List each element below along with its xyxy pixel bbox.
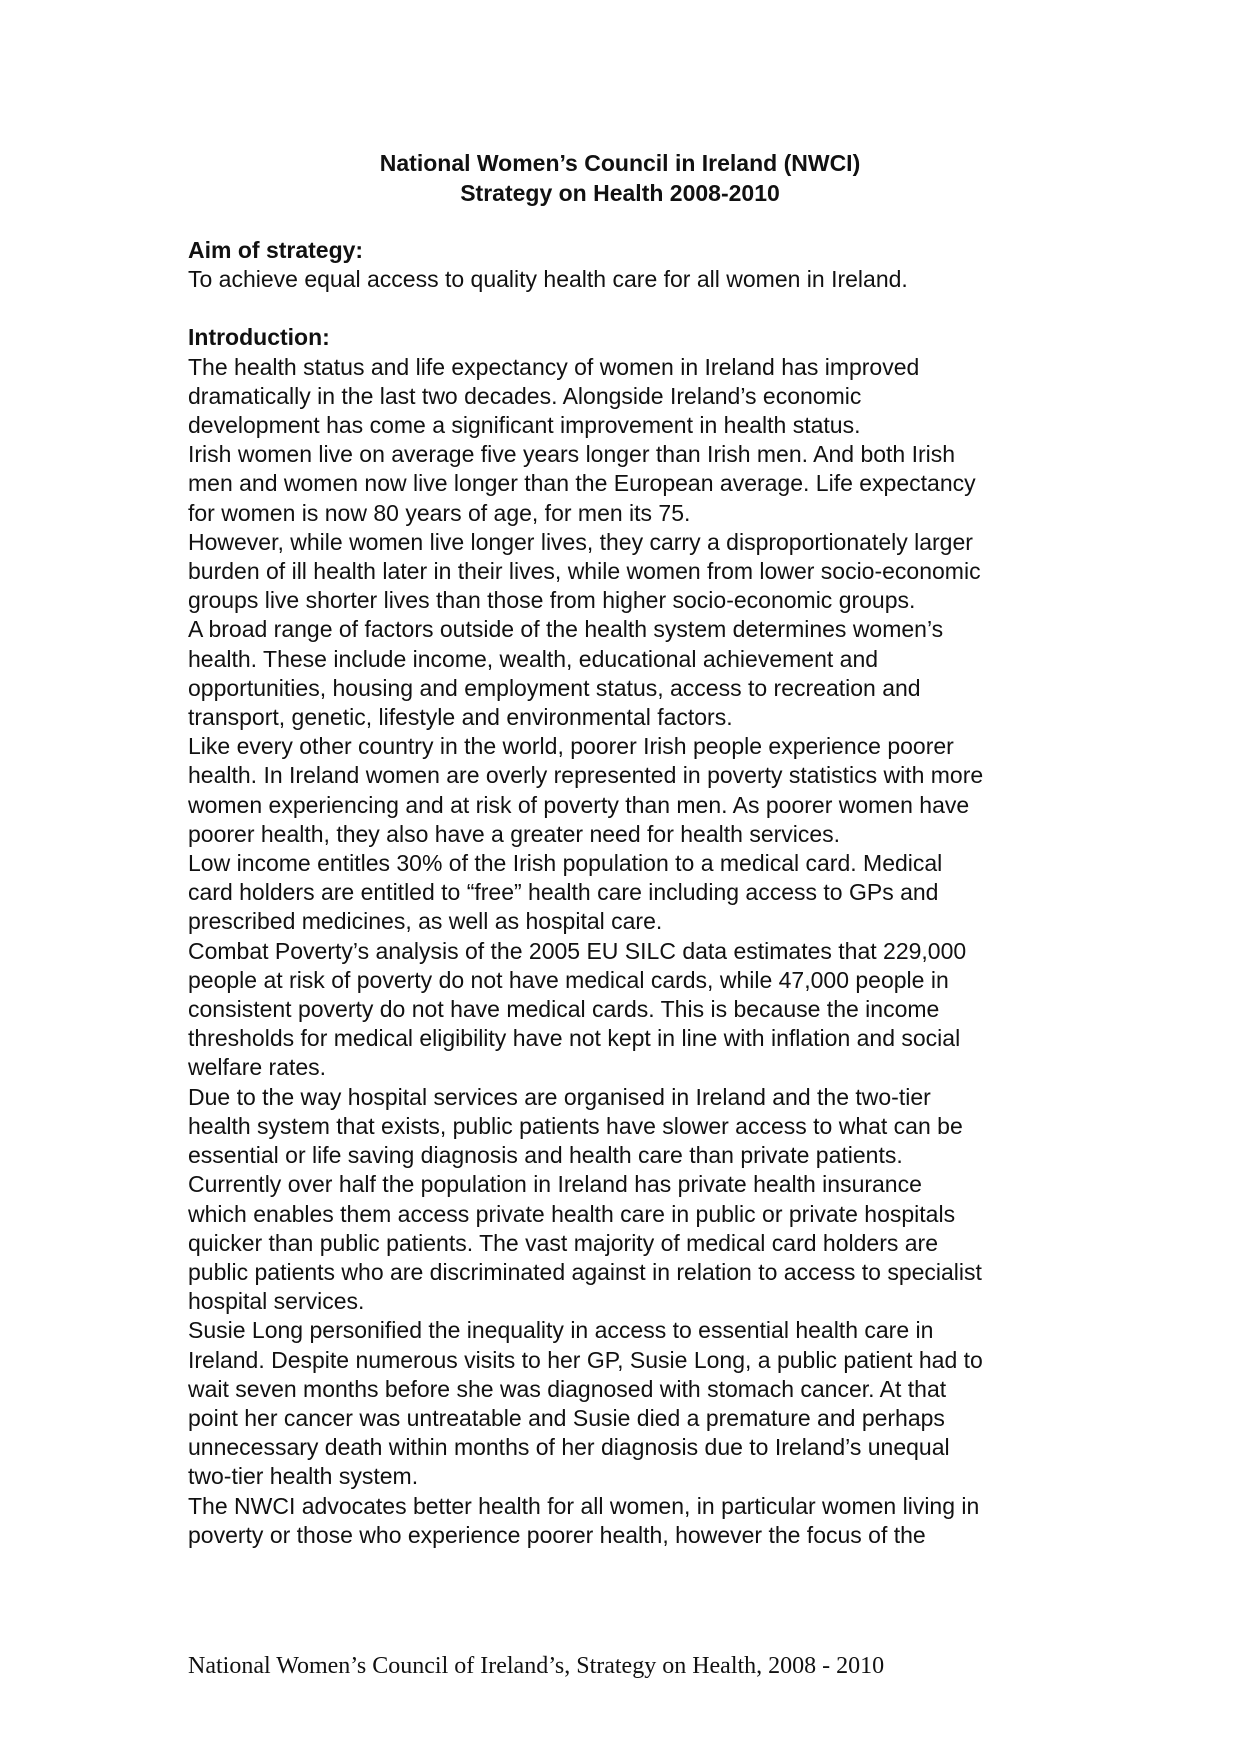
introduction-line: Low income entitles 30% of the Irish population to a medical card. Medical <box>188 850 943 877</box>
document-title <box>0 148 1240 208</box>
introduction-line: wait seven months before she was diagnosed with stomach cancer. At that <box>188 1375 947 1402</box>
introduction-text <box>188 353 1078 1550</box>
introduction-line: A broad range of factors outside of the health system determines women’s <box>188 616 944 643</box>
introduction-line: burden of ill health later in their lives, while women from lower socio-economic <box>188 558 981 585</box>
introduction-line: The health status and life expectancy of women in Ireland has improved <box>188 353 920 380</box>
introduction-line: two-tier health system. <box>188 1463 419 1490</box>
introduction-line: for women is now 80 years of age, for men its 75. <box>188 499 691 526</box>
introduction-line: public patients who are discriminated against in relation to access to specialist <box>188 1258 982 1285</box>
aim-heading: Aim of strategy: <box>188 237 364 263</box>
introduction-line: Ireland. Despite numerous visits to her GP, Susie Long, a public patient had to <box>188 1346 983 1373</box>
introduction-line: dramatically in the last two decades. Alongside Ireland’s economic <box>188 382 862 409</box>
introduction-line: development has come a significant improvement in health status. <box>188 412 861 439</box>
introduction-line: thresholds for medical eligibility have not kept in line with inflation and social <box>188 1025 961 1052</box>
introduction-line: consistent poverty do not have medical cards. This is because the income <box>188 996 940 1023</box>
document-body <box>188 236 1078 1550</box>
introduction-line: opportunities, housing and employment status, access to recreation and <box>188 674 921 701</box>
introduction-line: poverty or those who experience poorer health, however the focus of the <box>188 1521 926 1548</box>
introduction-line: However, while women live longer lives, they carry a disproportionately larger <box>188 528 973 555</box>
page-footer: National Women’s Council of Ireland’s, Strategy on Health, 2008 - 2010 <box>188 1653 885 1679</box>
introduction-line: women experiencing and at risk of poverty than men. As poorer women have <box>188 791 970 818</box>
introduction-line: men and women now live longer than the European average. Life expectancy <box>188 470 976 497</box>
introduction-line: hospital services. <box>188 1288 365 1315</box>
title-line-1: National Women’s Council in Ireland (NWCI) <box>379 150 861 176</box>
introduction-line: The NWCI advocates better health for all women, in particular women living in <box>188 1492 980 1519</box>
aim-text: To achieve equal access to quality health care for all women in Ireland. <box>188 266 908 293</box>
introduction-line: prescribed medicines, as well as hospital care. <box>188 908 663 935</box>
introduction-line: essential or life saving diagnosis and health care than private patients. <box>188 1142 903 1169</box>
introduction-line: people at risk of poverty do not have medical cards, while 47,000 people in <box>188 966 949 993</box>
introduction-line: card holders are entitled to “free” health care including access to GPs and <box>188 879 939 906</box>
introduction-line: Like every other country in the world, poorer Irish people experience poorer <box>188 733 954 760</box>
introduction-line: health system that exists, public patients have slower access to what can be <box>188 1112 963 1139</box>
introduction-line: health. These include income, wealth, educational achievement and <box>188 645 879 672</box>
introduction-line: which enables them access private health care in public or private hospitals <box>188 1200 956 1227</box>
introduction-line: unnecessary death within months of her diagnosis due to Ireland’s unequal <box>188 1434 950 1461</box>
introduction-line: health. In Ireland women are overly represented in poverty statistics with more <box>188 762 984 789</box>
section-spacer <box>188 294 1078 323</box>
introduction-line: Irish women live on average five years longer than Irish men. And both Irish <box>188 441 956 468</box>
introduction-line: Susie Long personified the inequality in access to essential health care in <box>188 1317 934 1344</box>
introduction-line: welfare rates. <box>188 1054 327 1081</box>
introduction-line: transport, genetic, lifestyle and environmental factors. <box>188 704 733 731</box>
introduction-line: poorer health, they also have a greater need for health services. <box>188 820 841 847</box>
introduction-line: Due to the way hospital services are organised in Ireland and the two-tier <box>188 1083 931 1110</box>
introduction-line: groups live shorter lives than those from higher socio-economic groups. <box>188 587 916 614</box>
introduction-line: point her cancer was untreatable and Susie died a premature and perhaps <box>188 1404 945 1431</box>
introduction-heading: Introduction: <box>188 324 330 351</box>
title-line-2: Strategy on Health 2008-2010 <box>460 180 780 206</box>
introduction-line: quicker than public patients. The vast majority of medical card holders are <box>188 1229 939 1256</box>
introduction-line: Combat Poverty’s analysis of the 2005 EU SILC data estimates that 229,000 <box>188 937 967 964</box>
introduction-line: Currently over half the population in Ireland has private health insurance <box>188 1171 922 1198</box>
